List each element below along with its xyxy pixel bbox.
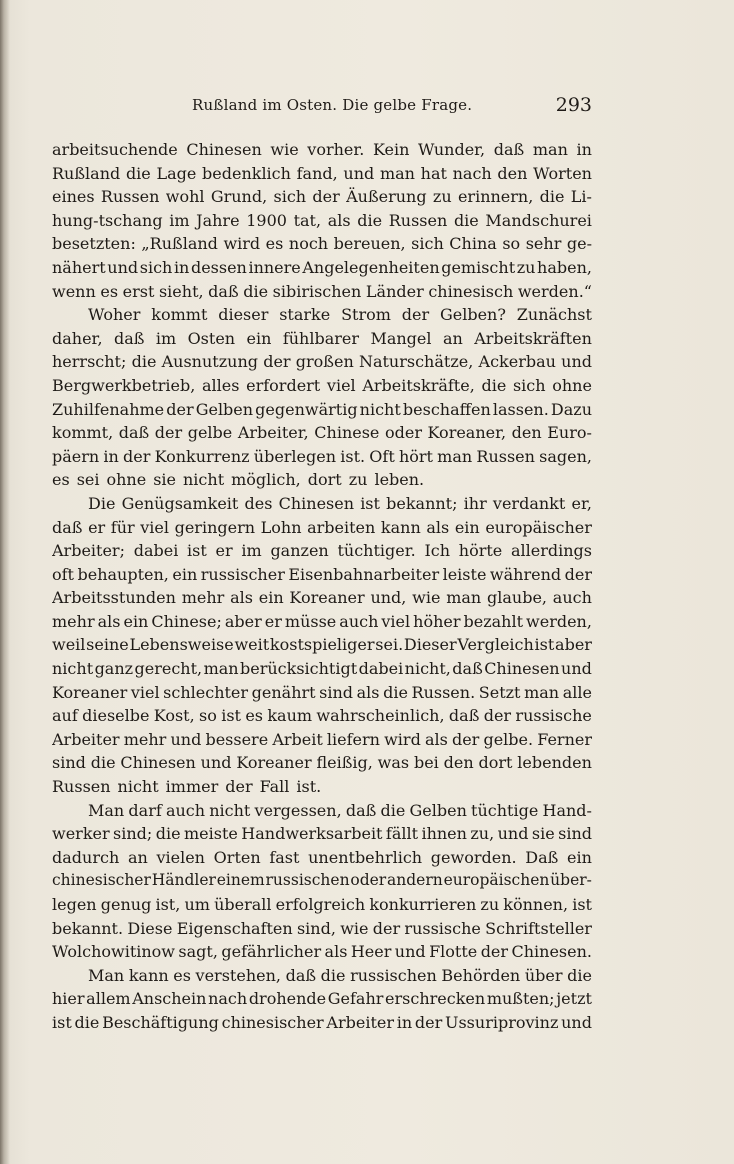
text-line: Man darf auch nicht vergessen, daß die Gelben tüchtige Hand- <box>88 800 592 820</box>
page-number: 293 <box>555 94 592 116</box>
text-line: legen genug ist, um überall erfolgreich konkurrieren zu können, ist <box>52 895 592 914</box>
text-line: weil seine Lebensweise weit kostspieliger sei. Dieser Vergleich ist aber <box>52 635 592 655</box>
text-line: es sei ohne sie nicht möglich, dort zu leben. <box>52 470 425 490</box>
text-line: arbeitsuchende Chinesen wie vorher. Kein Wunder, daß man in <box>52 140 592 159</box>
text-line: hier allem Anschein nach drohende Gefahr erschrecken mußten; jetzt <box>52 989 592 1009</box>
text-line: Arbeitsstunden mehr als ein Koreaner und, wie man glaube, auch <box>52 588 592 608</box>
text-line: Woher kommt dieser starke Strom der Gelben? Zunächst <box>88 305 592 325</box>
body-text <box>52 138 592 1035</box>
text-line: bekannt. Diese Eigenschaften sind, wie der russische Schriftsteller <box>52 918 592 938</box>
text-line: Die Genügsamkeit des Chinesen ist bekannt; ihr verdankt er, <box>88 493 592 513</box>
text-line: chinesischer Händler einem russischen oder andern europäischen über- <box>52 871 592 890</box>
text-line: päern in der Konkurrenz überlegen ist. Oft hört man Russen sagen, <box>52 446 592 466</box>
text-line: Arbeiter mehr und bessere Arbeit liefern wird als der gelbe. Ferner <box>52 729 592 749</box>
text-line: Man kann es verstehen, daß die russischen Behörden über die <box>88 965 592 985</box>
binding-shadow <box>0 0 10 1164</box>
text-line: besetzten: „Rußland wird es noch bereuen, sich China so sehr ge- <box>52 234 592 254</box>
text-line: Koreaner viel schlechter genährt sind als die Russen. Setzt man alle <box>52 682 592 702</box>
text-line: oft behaupten, ein russischer Eisenbahnarbeiter leiste während der <box>52 564 592 584</box>
text-line: nähert und sich in dessen innere Angelegenheiten gemischt zu haben, <box>52 257 592 277</box>
text-line: herrscht; die Ausnutzung der großen Naturschätze, Ackerbau und <box>52 352 592 372</box>
text-line: sind die Chinesen und Koreaner fleißig, was bei den dort lebenden <box>52 753 592 773</box>
text-line: Russen nicht immer der Fall ist. <box>52 777 322 797</box>
text-line: kommt, daß der gelbe Arbeiter, Chinese oder Koreaner, den Euro- <box>52 423 592 443</box>
text-line: Zuhilfenahme der Gelben gegenwärtig nicht beschaffen lassen. Dazu <box>52 399 592 419</box>
text-line: Rußland die Lage bedenklich fand, und man hat nach den Worten <box>52 163 592 183</box>
text-line: daß er für viel geringern Lohn arbeiten kann als ein europäischer <box>52 517 592 537</box>
running-head: Rußland im Osten. Die gelbe Frage. <box>192 96 473 114</box>
text-line: eines Russen wohl Grund, sich der Äußerung zu erinnern, die Li- <box>52 187 592 207</box>
text-line: dadurch an vielen Orten fast unentbehrlich geworden. Daß ein <box>52 847 592 867</box>
text-line: wenn es erst sieht, daß die sibirischen Länder chinesisch werden.“ <box>52 281 592 301</box>
text-line: werker sind; die meiste Handwerksarbeit fällt ihnen zu, und sie sind <box>52 824 592 844</box>
text-line: daher, daß im Osten ein fühlbarer Mangel an Arbeitskräften <box>52 328 592 348</box>
text-line: Bergwerkbetrieb, alles erfordert viel Arbeitskräfte, die sich ohne <box>52 375 592 395</box>
text-line: ist die Beschäftigung chinesischer Arbeiter in der Ussuriprovinz und <box>52 1012 592 1032</box>
text-line: mehr als ein Chinese; aber er müsse auch viel höher bezahlt werden, <box>52 611 592 631</box>
text-line: Wolchowitinow sagt, gefährlicher als Heer und Flotte der Chinesen. <box>52 942 592 962</box>
text-line: hung-tschang im Jahre 1900 tat, als die Russen die Mandschurei <box>52 210 592 230</box>
text-line: nicht ganz gerecht, man berücksichtigt dabei nicht, daß Chinesen und <box>52 659 592 679</box>
page-header <box>52 94 592 120</box>
text-line: auf dieselbe Kost, so ist es kaum wahrscheinlich, daß der russische <box>52 706 592 726</box>
text-line: Arbeiter; dabei ist er im ganzen tüchtiger. Ich hörte allerdings <box>52 541 592 561</box>
